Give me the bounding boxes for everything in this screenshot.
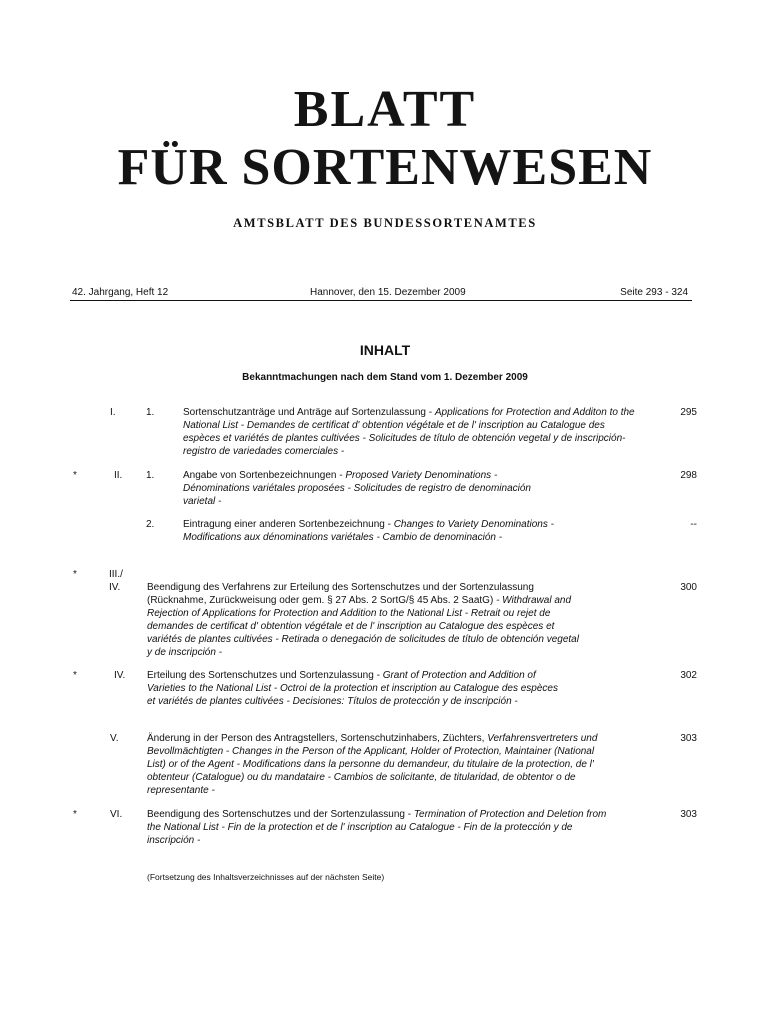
new-marker: * — [73, 569, 77, 580]
entry-page[interactable]: 295 — [680, 407, 697, 418]
journal-title-line2: FÜR SORTENWESEN — [117, 139, 653, 196]
entry-text: Sortenschutzanträge und Anträge auf Sortenzulassung - Applications for Protection and Additon to the National List - Demandes de certificat d' obtention végétale et de l' inscription au Catalogue des espèces et variétés de plantes cultivées - Solicitudes de título de obtención vegetal y de inscripción-registro de variedades comerciales - — [183, 407, 635, 457]
place-date: Hannover, den 15. Dezember 2009 — [310, 287, 466, 298]
volume-issue: 42. Jahrgang, Heft 12 — [72, 287, 169, 298]
new-marker: * — [73, 470, 77, 481]
subsection-number: 2. — [146, 519, 155, 530]
section-number-continued: IV. — [109, 582, 121, 593]
entry-text: Änderung in der Person des Antragstellers, Sortenschutzinhabers, Züchters, Verfahrensvertreters und Bevollmächtigten - Changes in the Person of the Applicant, Holder of Protection, Maintainer (National List) or of the Agent - Modifications dans la personne du demandeur, du titulaire de la protection, de l' obtenteur (Catalogue) ou du mandataire - Cambios de solicitante, de titularidad, de obtentor o de representante - — [147, 733, 598, 796]
entry-text: Angabe von Sortenbezeichnungen - Proposed Variety Denominations - Dénominations variétales proposées - Solicitudes de registro de denominación varietal - — [183, 470, 531, 507]
entry-text: Beendigung des Verfahrens zur Erteilung des Sortenschutzes und der Sortenzulassung (Rücknahme, Zurückweisung oder gem. § 27 Abs. 2 SortG/§ 45 Abs. 2 SaatG) - Withdrawal and Rejection of Applications for Protection and Addition to the National List - Retrait ou rejet de demandes de certificat d' obtention végétale et de l' inscription au Catalogue des espèces et variétés de plantes cultivées - Retirada o denegación de solicitudes de título de obtención vegetal y de inscripción - — [147, 582, 579, 658]
entry-page[interactable]: 303 — [680, 809, 697, 820]
entry-text: Erteilung des Sortenschutzes und Sortenzulassung - Grant of Protection and Addition of Varieties to the National List - Octroi de la protection et inscription au Catalogue des espèces et variétés de plantes cultivées - Decisiones: Títulos de protección y de inscripción - — [147, 670, 558, 707]
section-number: I. — [110, 407, 116, 418]
entry-page[interactable]: 303 — [680, 733, 697, 744]
section-number: II. — [114, 470, 123, 481]
section-number: III./ — [109, 569, 123, 580]
entry-page[interactable]: 302 — [680, 670, 697, 681]
continuation-note: (Fortsetzung des Inhaltsverzeichnisses auf der nächsten Seite) — [147, 872, 385, 882]
section-number: V. — [110, 733, 119, 744]
new-marker: * — [73, 670, 77, 681]
issue-info-bar — [70, 286, 692, 301]
entry-page[interactable]: -- — [690, 519, 697, 530]
journal-subtitle: AMTSBLATT DES BUNDESSORTENAMTES — [233, 216, 537, 230]
subsection-number: 1. — [146, 407, 155, 418]
page-range: Seite 293 - 324 — [620, 287, 688, 298]
entry-page[interactable]: 298 — [680, 470, 697, 481]
new-marker: * — [73, 809, 77, 820]
subsection-number: 1. — [146, 470, 155, 481]
toc-subheading: Bekanntmachungen nach dem Stand vom 1. Dezember 2009 — [242, 372, 528, 383]
entry-text: Eintragung einer anderen Sortenbezeichnung - Changes to Variety Denominations - Modifications aux dénominations variétales - Cambio de denominación - — [183, 519, 554, 543]
toc-heading: INHALT — [359, 342, 411, 358]
entry-text: Beendigung des Sortenschutzes und der Sortenzulassung - Termination of Protection and Deletion from the National List - Fin de la protection et de l' inscription au Catalogue - Fin de la protección y de inscripción - — [147, 809, 607, 846]
section-number: IV. — [114, 670, 126, 681]
entry-page[interactable]: 300 — [680, 582, 697, 593]
journal-title-line1: BLATT — [293, 81, 477, 138]
section-number: VI. — [110, 809, 123, 820]
